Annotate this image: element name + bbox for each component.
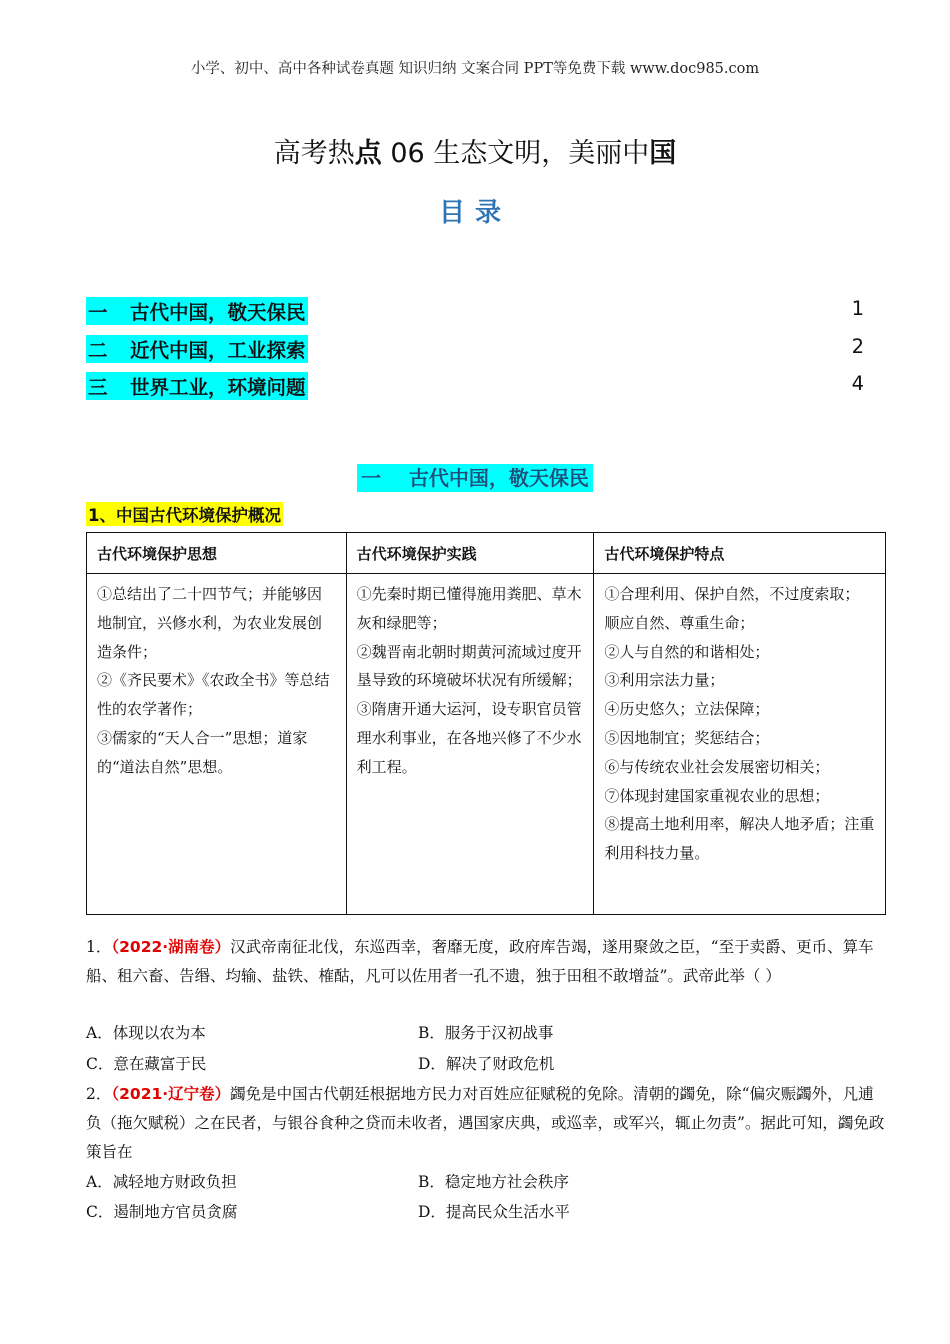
table-header-row [87, 533, 886, 574]
table-row [87, 574, 886, 915]
page-header: 小学、初中、高中各种试卷真题 知识归纳 文案合同 PPT等免费下载 www.doc985.com [190, 61, 760, 77]
option-a[interactable]: A．体现以农为本 [86, 1024, 206, 1042]
toc-item-label[interactable] [86, 335, 308, 363]
cell-line: ①总结出了二十四节气；并能够因地制宜，兴修水利，为农业发展创造条件； [97, 585, 323, 661]
toc-item-label[interactable] [86, 297, 308, 325]
cell-line: ⑦体现封建国家重视农业的思想； [604, 786, 830, 805]
environment-table [86, 532, 886, 915]
toc-item-text: 近代中国，工业探索 [130, 339, 306, 362]
option-b[interactable]: B．服务于汉初战事 [418, 1024, 554, 1042]
title-bold-2: 国 [649, 138, 677, 169]
table-cell-features [594, 574, 886, 915]
toc-item-text: 世界工业，环境问题 [130, 376, 306, 399]
cell-line: ①合理利用、保护自然，不过度索取； [604, 585, 860, 603]
toc-heading: 目录 [438, 198, 511, 228]
table-header-cell: 古代环境保护特点 [594, 533, 886, 574]
toc-item-text: 古代中国，敬天保民 [130, 301, 306, 324]
toc-item-page: 1 [851, 297, 864, 320]
cell-line: ②《齐民要术》《农政全书》等总结性的农学著作； [97, 671, 330, 719]
toc-item-label[interactable] [86, 372, 308, 400]
question-stem: 蠲免是中国古代朝廷根据地方民力对百姓应征赋税的免除。清朝的蠲免，除“偏灾赈蠲外，凡逋负（拖欠赋税）之在民者，与银谷食种之贷而未收者，遇国家庆典，或巡幸，或军兴，辄止勿责”。据此可知，蠲免政策旨在 [86, 1085, 885, 1161]
toc-item[interactable] [86, 335, 864, 365]
toc-item-page: 4 [851, 372, 864, 395]
title-prefix: 高考热 [273, 138, 355, 169]
option-b[interactable]: B．稳定地方社会秩序 [418, 1173, 569, 1191]
question-source: （2022·湖南卷） [111, 938, 231, 956]
table-header-cell: 古代环境保护实践 [346, 533, 594, 574]
option-a[interactable]: A．减轻地方财政负担 [86, 1173, 237, 1191]
option-d[interactable]: D．提高民众生活水平 [418, 1203, 570, 1221]
table-cell-practice [346, 574, 594, 915]
toc-item[interactable] [86, 372, 864, 402]
section-heading-text: 一 古代中国，敬天保民 [357, 464, 593, 492]
cell-line: ③儒家的“天人合一”思想；道家的“道法自然”思想。 [97, 728, 308, 776]
toc-item-num: 二 [88, 339, 108, 362]
cell-line: ②魏晋南北朝时期黄河流域过度开垦导致的环境破坏状况有所缓解； [356, 642, 582, 690]
cell-line: ③隋唐开通大运河，设专职官员管理水利事业，在各地兴修了不少水利工程。 [356, 700, 582, 776]
question-2 [86, 1080, 886, 1167]
option-c[interactable]: C．意在藏富于民 [86, 1055, 207, 1073]
option-d[interactable]: D．解决了财政危机 [418, 1055, 555, 1073]
toc-item[interactable] [86, 297, 864, 327]
cell-line: ⑥与传统农业社会发展密切相关； [604, 757, 830, 776]
question-source: （2021·辽宁卷） [111, 1085, 231, 1103]
question-1 [86, 933, 886, 991]
sub-heading: 1、中国古代环境保护概况 [86, 502, 283, 526]
question-number: 1． [86, 938, 112, 956]
cell-line: ①先秦时期已懂得施用粪肥、草木灰和绿肥等； [356, 585, 582, 632]
toc-item-num: 一 [88, 301, 108, 324]
table-cell-thought [87, 574, 347, 915]
cell-line: ③利用宗法力量； [604, 671, 725, 690]
section-heading [0, 462, 950, 491]
title-middle: 06 生态文明，美丽中 [381, 138, 650, 169]
cell-line: ②人与自然的和谐相处； [604, 642, 770, 661]
cell-line: ⑧提高土地利用率，解决人地矛盾；注重利用科技力量。 [604, 815, 875, 863]
cell-line: ④历史悠久；立法保障； [604, 700, 770, 719]
toc-item-page: 2 [851, 335, 864, 358]
cell-line: ⑤因地制宜；奖惩结合； [604, 728, 770, 747]
title-bold-1: 点 [354, 138, 382, 169]
question-number: 2． [86, 1085, 112, 1103]
question-stem: 汉武帝南征北伐，东巡西幸，奢靡无度，政府库告竭，遂用聚敛之臣，“至于卖爵、更币、算车船、租六畜、告缗、均输、盐铁、榷酤，凡可以佐用者一孔不遗，独于田租不敢增益”。武帝此举（ ） [86, 938, 874, 985]
toc-item-num: 三 [88, 376, 108, 399]
document-title [0, 131, 950, 170]
cell-line: 顺应自然、尊重生命； [604, 613, 755, 632]
table-header-cell: 古代环境保护思想 [87, 533, 347, 574]
option-c[interactable]: C．遏制地方官员贪腐 [86, 1203, 238, 1221]
